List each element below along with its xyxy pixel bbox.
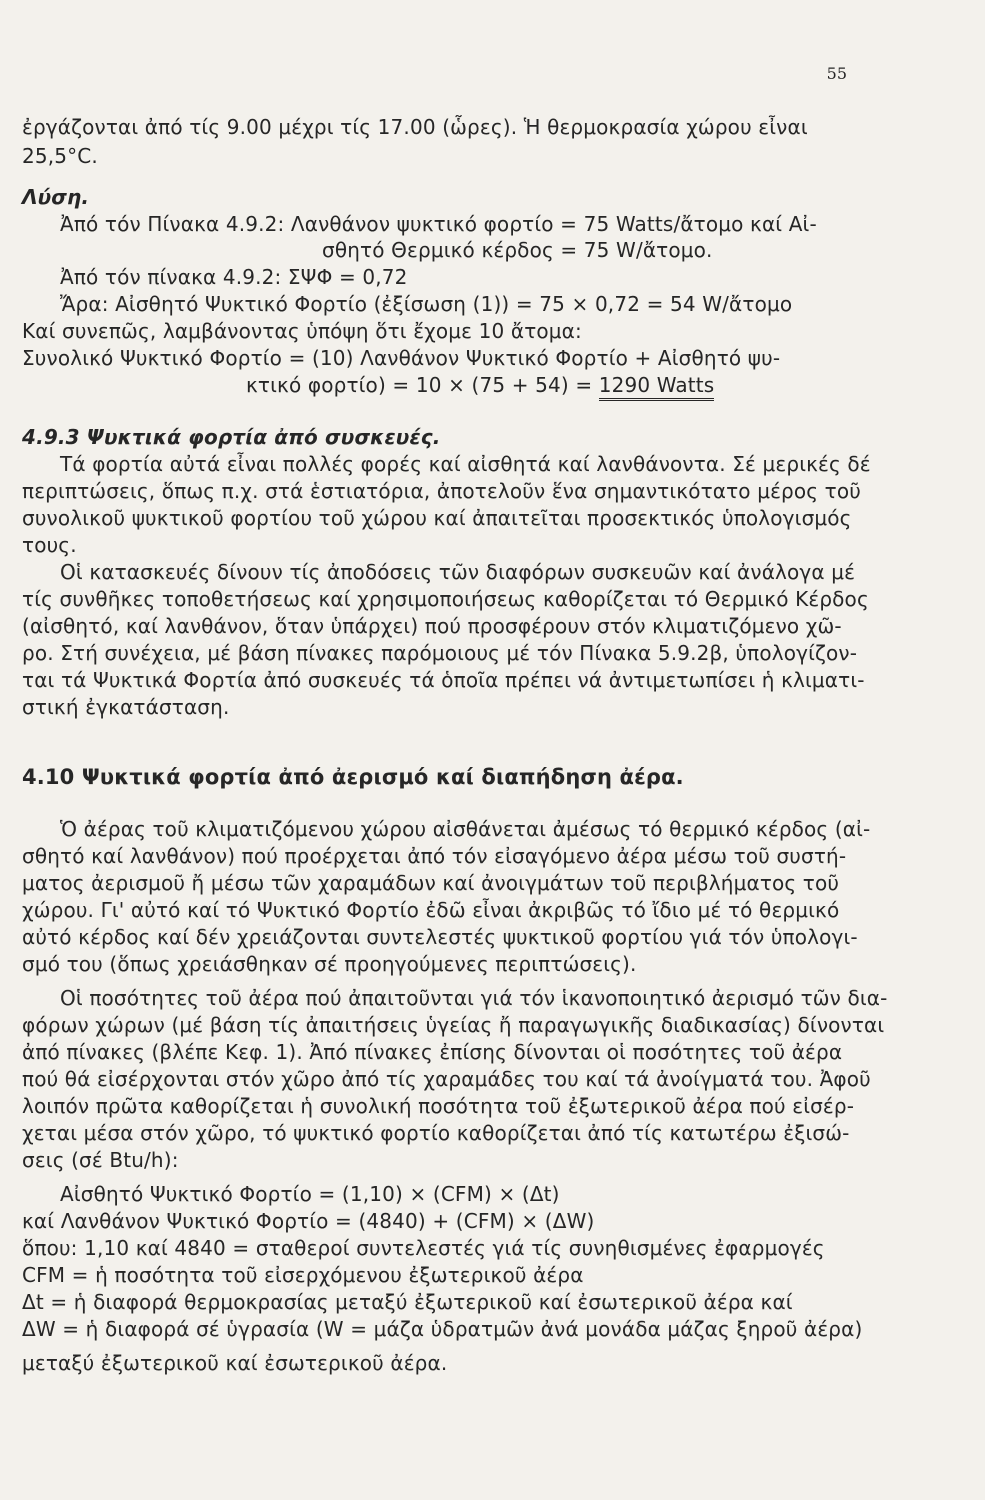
solution-line: Ἀπό τόν Πίνακα 4.9.2: Λανθάνον ψυκτικό φορτίο = 75 Watts/ἄτομο καί Αἰ- — [60, 212, 817, 236]
paragraph-line: αὐτό κέρδος καί δέν χρειάζονται συντελεστές ψυκτικοῦ φορτίου γιά τόν ὑπολογι- — [22, 925, 858, 949]
equation-line: Αἰσθητό Ψυκτικό Φορτίο = (1,10) × (CFM) × (Δt) — [60, 1182, 560, 1206]
paragraph-line: (αἰσθητό, καί λανθάνον, ὅταν ὑπάρχει) πού προσφέρουν στόν κλιματιζόμενο χῶ- — [22, 614, 842, 638]
paragraph-line: χώρου. Γι' αὐτό καί τό Ψυκτικό Φορτίο ἐδῶ εἶναι ἀκριβῶς τό ἴδιο μέ τό θερμικό — [22, 898, 840, 922]
solution-line: Καί συνεπῶς, λαμβάνοντας ὑπόψη ὅτι ἔχομε 10 ἄτομα: — [22, 319, 582, 343]
definition-line: ὅπου: 1,10 καί 4840 = σταθεροί συντελεστές γιά τίς συνηθισμένες ἐφαρμογές — [22, 1236, 825, 1260]
paragraph-line: συνολικοῦ ψυκτικοῦ φορτίου τοῦ χώρου καί ἀπαιτεῖται προσεκτικός ὑπολογισμός — [22, 506, 852, 530]
solution-label: Λύση. — [22, 185, 90, 209]
intro-line: ἐργάζονται ἀπό τίς 9.00 μέχρι τίς 17.00 (ὧρες). Ἡ θερμοκρασία χώρου εἶναι — [22, 115, 808, 139]
page-number: 55 — [826, 64, 847, 83]
paragraph-line: ματος ἀερισμοῦ ἤ μέσω τῶν χαραμάδων καί ἀνοιγμάτων τοῦ περιβλήματος τοῦ — [22, 871, 840, 895]
solution-line: Ἄρα: Αἰσθητό Ψυκτικό Φορτίο (ἐξίσωση (1)) = 75 × 0,72 = 54 W/ἄτομο — [60, 292, 793, 316]
paragraph-line: Οἱ κατασκευές δίνουν τίς ἀποδόσεις τῶν διαφόρων συσκευῶν καί ἀνάλογα μέ — [60, 560, 856, 584]
solution-line: Ἀπό τόν πίνακα 4.9.2: ΣΨΦ = 0,72 — [60, 265, 408, 289]
solution-total-prefix: κτικό φορτίο) = 10 × (75 + 54) = — [246, 373, 599, 397]
paragraph-line: περιπτώσεις, ὅπως π.χ. στά ἑστιατόρια, ἀποτελοῦν ἕνα σημαντικότατο μέρος τοῦ — [22, 479, 861, 503]
paragraph-line: Οἱ ποσότητες τοῦ ἀέρα πού ἀπαιτοῦνται γιά τόν ἱκανοποιητικό ἀερισμό τῶν δια- — [60, 986, 888, 1010]
paragraph-line: στική ἐγκατάσταση. — [22, 695, 230, 719]
paragraph-line: σεις (σέ Btu/h): — [22, 1148, 179, 1172]
definition-line: Δt = ἡ διαφορά θερμοκρασίας μεταξύ ἐξωτερικοῦ καί ἐσωτερικοῦ ἀέρα καί — [22, 1290, 793, 1314]
equation-line: καί Λανθάνον Ψυκτικό Φορτίο = (4840) + (CFM) × (ΔW) — [22, 1209, 595, 1233]
definition-line: ΔW = ἡ διαφορά σέ ὑγρασία (W = μάζα ὑδρατμῶν ἀνά μονάδα μάζας ξηροῦ ἀέρα) — [22, 1317, 863, 1341]
paragraph-line: χεται μέσα στόν χῶρο, τό ψυκτικό φορτίο καθορίζεται ἀπό τίς κατωτέρω ἐξισώ- — [22, 1121, 850, 1145]
solution-line: σθητό Θερμικό κέρδος = 75 W/ἄτομο. — [322, 238, 713, 262]
paragraph-line: ἀπό πίνακες (βλέπε Κεφ. 1). Ἀπό πίνακες ἐπίσης δίνονται οἱ ποσότητες τοῦ ἀέρα — [22, 1040, 843, 1064]
paragraph-line: πού θά εἰσέρχονται στόν χῶρο ἀπό τίς χαραμάδες του καί τά ἀνοίγματά του. Ἀφοῦ — [22, 1067, 871, 1091]
paragraph-line: φόρων χώρων (μέ βάση τίς ἀπαιτήσεις ὑγείας ἤ παραγωγικῆς διαδικασίας) δίνονται — [22, 1013, 885, 1037]
section-heading-4-9-3: 4.9.3 Ψυκτικά φορτία ἀπό συσκευές. — [22, 425, 441, 449]
intro-line: 25,5°C. — [22, 144, 98, 168]
solution-line: Συνολικό Ψυκτικό Φορτίο = (10) Λανθάνον Ψυκτικό Φορτίο + Αἰσθητό ψυ- — [22, 346, 781, 370]
solution-result: 1290 Watts — [599, 373, 715, 401]
definition-line: CFM = ἡ ποσότητα τοῦ εἰσερχόμενου ἐξωτερικοῦ ἀέρα — [22, 1263, 584, 1287]
paragraph-line: σθητό καί λανθάνον) πού προέρχεται ἀπό τόν εἰσαγόμενο ἀέρα μέσω τοῦ συστή- — [22, 844, 847, 868]
paragraph-line: ται τά Ψυκτικά Φορτία ἀπό συσκευές τά ὁποῖα πρέπει νά ἀντιμετωπίσει ἡ κλιματι- — [22, 668, 865, 692]
paragraph-line: ρο. Στή συνέχεια, μέ βάση πίνακες παρόμοιους μέ τόν Πίνακα 5.9.2β, ὑπολογίζον- — [22, 641, 858, 665]
paragraph-line: σμό του (ὅπως χρειάσθηκαν σέ προηγούμενες περιπτώσεις). — [22, 952, 637, 976]
definition-line: μεταξύ ἐξωτερικοῦ καί ἐσωτερικοῦ ἀέρα. — [22, 1351, 448, 1375]
paragraph-line: τίς συνθῆκες τοποθετήσεως καί χρησιμοποιήσεως καθορίζεται τό Θερμικό Κέρδος — [22, 587, 869, 611]
solution-total-line — [246, 372, 714, 398]
paragraph-line: λοιπόν πρῶτα καθορίζεται ἡ συνολική ποσότητα τοῦ ἐξωτερικοῦ ἀέρα πού εἰσέρ- — [22, 1094, 855, 1118]
paragraph-line: Τά φορτία αὐτά εἶναι πολλές φορές καί αἰσθητά καί λανθάνοντα. Σέ μερικές δέ — [60, 452, 871, 476]
paragraph-line: Ὁ ἀέρας τοῦ κλιματιζόμενου χώρου αἰσθάνεται ἀμέσως τό θερμικό κέρδος (αἰ- — [60, 817, 871, 841]
section-heading-4-10: 4.10 Ψυκτικά φορτία ἀπό ἀερισμό καί διαπήδηση ἀέρα. — [22, 765, 684, 789]
paragraph-line: τους. — [22, 533, 77, 557]
